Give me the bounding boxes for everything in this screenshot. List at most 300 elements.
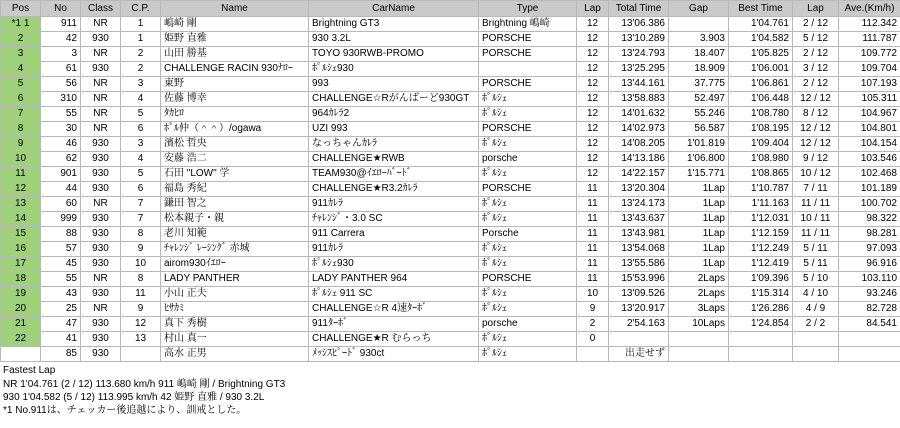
cell-type: ﾎﾟﾙｼｪ xyxy=(479,302,577,317)
cell-ave-speed: 111.787 xyxy=(839,32,900,47)
cell-total-time: 13'43.637 xyxy=(609,212,669,227)
cell-best-lap: 9 / 12 xyxy=(793,152,839,167)
cell-cp: 4 xyxy=(121,92,161,107)
cell-lap: 12 xyxy=(577,152,609,167)
cell-carname: TEAM930@ｲｴﾛｰﾊﾞｰﾄﾞ xyxy=(309,167,479,182)
cell-class: 930 xyxy=(81,62,121,77)
cell-lap: 12 xyxy=(577,32,609,47)
cell-ave-speed: 97.093 xyxy=(839,242,900,257)
cell-name: airom930ｲｴﾛｰ xyxy=(161,257,309,272)
cell-cp: 7 xyxy=(121,197,161,212)
table-row xyxy=(1,107,900,122)
table-row xyxy=(1,332,900,347)
cell-class: NR xyxy=(81,92,121,107)
cell-ave-speed: 104.801 xyxy=(839,122,900,137)
cell-pos: 9 xyxy=(1,137,41,152)
cell-total-time: 14'13.186 xyxy=(609,152,669,167)
cell-best-lap: 2 / 12 xyxy=(793,77,839,92)
cell-cp: 1 xyxy=(121,32,161,47)
cell-no: 61 xyxy=(41,62,81,77)
header-total-time: Total Time xyxy=(609,1,669,17)
cell-best-lap: 12 / 12 xyxy=(793,137,839,152)
cell-ave-speed: 112.342 xyxy=(839,17,900,32)
cell-gap xyxy=(669,17,729,32)
cell-best-lap: 10 / 11 xyxy=(793,212,839,227)
cell-pos: 16 xyxy=(1,242,41,257)
cell-best-time: 1'24.854 xyxy=(729,317,793,332)
cell-best-time: 1'08.780 xyxy=(729,107,793,122)
cell-pos: 21 xyxy=(1,317,41,332)
cell-gap: 1Lap xyxy=(669,182,729,197)
notes-section xyxy=(0,364,900,417)
cell-name: 小山 正夫 xyxy=(161,287,309,302)
cell-pos: 14 xyxy=(1,212,41,227)
cell-name: 安藤 浩二 xyxy=(161,152,309,167)
cell-lap: 12 xyxy=(577,167,609,182)
cell-cp: 4 xyxy=(121,152,161,167)
cell-cp: 1 xyxy=(121,17,161,32)
cell-type: ﾎﾟﾙｼｪ xyxy=(479,107,577,122)
cell-carname: 964ｶﾚﾗ2 xyxy=(309,107,479,122)
table-row xyxy=(1,242,900,257)
cell-name: 真下 秀樹 xyxy=(161,317,309,332)
cell-best-lap: 7 / 11 xyxy=(793,182,839,197)
cell-gap: 18.909 xyxy=(669,62,729,77)
cell-no: 57 xyxy=(41,242,81,257)
table-row xyxy=(1,77,900,92)
cell-gap: 52.497 xyxy=(669,92,729,107)
cell-pos: 2 xyxy=(1,32,41,47)
cell-class: NR xyxy=(81,77,121,92)
cell-type: ﾎﾟﾙｼｪ xyxy=(479,197,577,212)
cell-carname: LADY PANTHER 964 xyxy=(309,272,479,287)
cell-name: ﾎﾟﾙ仲（＾＾）/ogawa xyxy=(161,122,309,137)
table-row xyxy=(1,302,900,317)
cell-ave-speed: 98.322 xyxy=(839,212,900,227)
cell-ave-speed: 82.728 xyxy=(839,302,900,317)
cell-total-time xyxy=(609,332,669,347)
cell-cp: 6 xyxy=(121,182,161,197)
cell-type: ﾎﾟﾙｼｪ xyxy=(479,257,577,272)
cell-gap: 1Lap xyxy=(669,242,729,257)
cell-type: ﾎﾟﾙｼｪ xyxy=(479,287,577,302)
cell-type: PORSCHE xyxy=(479,77,577,92)
cell-carname: 911ﾀｰﾎﾞ xyxy=(309,317,479,332)
cell-name: ﾀｶﾋﾛ xyxy=(161,107,309,122)
cell-carname: 911ｶﾚﾗ xyxy=(309,242,479,257)
footnote: *1 No.911は、チェッカー後追越により、訓戒とした。 xyxy=(3,405,247,416)
header-gap: Gap xyxy=(669,1,729,17)
table-row xyxy=(1,272,900,287)
header-pos: Pos xyxy=(1,1,41,17)
cell-best-lap: 12 / 12 xyxy=(793,92,839,107)
cell-name: 老川 知範 xyxy=(161,227,309,242)
cell-name: ﾋｻｶﾐ xyxy=(161,302,309,317)
cell-best-time: 1'12.159 xyxy=(729,227,793,242)
cell-pos: 13 xyxy=(1,197,41,212)
cell-total-time: 13'55.586 xyxy=(609,257,669,272)
cell-lap: 12 xyxy=(577,122,609,137)
cell-best-time: 1'06.861 xyxy=(729,77,793,92)
cell-carname: CHALLENGE★RWB xyxy=(309,152,479,167)
cell-ave-speed xyxy=(839,347,900,362)
cell-best-lap: 2 / 2 xyxy=(793,317,839,332)
table-row xyxy=(1,347,900,362)
cell-pos: 19 xyxy=(1,287,41,302)
cell-total-time: 13'20.917 xyxy=(609,302,669,317)
cell-class: 930 xyxy=(81,167,121,182)
cell-total-time: 15'53.996 xyxy=(609,272,669,287)
cell-total-time: 13'09.526 xyxy=(609,287,669,302)
cell-no: 55 xyxy=(41,107,81,122)
table-row xyxy=(1,122,900,137)
cell-gap: 1'01.819 xyxy=(669,137,729,152)
cell-gap: 1Lap xyxy=(669,212,729,227)
cell-gap xyxy=(669,332,729,347)
cell-ave-speed: 102.468 xyxy=(839,167,900,182)
cell-lap: 9 xyxy=(577,302,609,317)
cell-no: 310 xyxy=(41,92,81,107)
cell-pos: 6 xyxy=(1,92,41,107)
cell-type: ﾎﾟﾙｼｪ xyxy=(479,212,577,227)
cell-lap xyxy=(577,347,609,362)
cell-ave-speed xyxy=(839,332,900,347)
cell-lap: 11 xyxy=(577,182,609,197)
cell-pos: 3 xyxy=(1,47,41,62)
cell-carname: CHALLENGE☆R 4速ﾀｰﾎﾞ xyxy=(309,302,479,317)
cell-cp: 5 xyxy=(121,167,161,182)
cell-carname: 993 xyxy=(309,77,479,92)
cell-class: 930 xyxy=(81,242,121,257)
table-row xyxy=(1,197,900,212)
cell-ave-speed: 109.772 xyxy=(839,47,900,62)
header-ave-speed: Ave.(Km/h) xyxy=(839,1,900,17)
table-row xyxy=(1,182,900,197)
cell-ave-speed: 109.704 xyxy=(839,62,900,77)
cell-ave-speed: 104.154 xyxy=(839,137,900,152)
cell-best-lap: 5 / 10 xyxy=(793,272,839,287)
fastest-lap-nr: NR 1'04.761 (2 / 12) 113.680 km/h 911 嶋崎 剛 / Brightning GT3 xyxy=(3,379,286,390)
cell-total-time: 13'24.173 xyxy=(609,197,669,212)
table-row xyxy=(1,227,900,242)
cell-best-lap xyxy=(793,347,839,362)
cell-name: ﾁｬﾚﾝｼﾞ ﾚｰｼﾝｸﾞ 赤城 xyxy=(161,242,309,257)
cell-gap: 3Laps xyxy=(669,302,729,317)
cell-no: 901 xyxy=(41,167,81,182)
cell-no: 55 xyxy=(41,272,81,287)
cell-type: Porsche xyxy=(479,227,577,242)
cell-no: 41 xyxy=(41,332,81,347)
cell-cp: 9 xyxy=(121,302,161,317)
cell-cp: 3 xyxy=(121,137,161,152)
cell-class: 930 xyxy=(81,287,121,302)
cell-pos: 5 xyxy=(1,77,41,92)
cell-lap: 0 xyxy=(577,332,609,347)
cell-lap: 11 xyxy=(577,197,609,212)
cell-no: 25 xyxy=(41,302,81,317)
cell-name: CHALLENGE RACIN 930ﾅﾛｰ xyxy=(161,62,309,77)
cell-best-lap: 8 / 12 xyxy=(793,107,839,122)
cell-ave-speed: 105.311 xyxy=(839,92,900,107)
cell-class: 930 xyxy=(81,332,121,347)
cell-carname: 911ｶﾚﾗ xyxy=(309,197,479,212)
cell-total-time: 14'22.157 xyxy=(609,167,669,182)
cell-best-time: 1'09.396 xyxy=(729,272,793,287)
cell-no: 47 xyxy=(41,317,81,332)
cell-best-lap: 12 / 12 xyxy=(793,122,839,137)
cell-best-time: 1'09.404 xyxy=(729,137,793,152)
cell-lap: 11 xyxy=(577,212,609,227)
cell-no: 30 xyxy=(41,122,81,137)
table-row xyxy=(1,32,900,47)
table-row xyxy=(1,167,900,182)
cell-total-time: 13'25.295 xyxy=(609,62,669,77)
cell-total-time: 13'20.304 xyxy=(609,182,669,197)
cell-no: 911 xyxy=(41,17,81,32)
cell-gap: 10Laps xyxy=(669,317,729,332)
cell-name: 福島 秀紀 xyxy=(161,182,309,197)
cell-ave-speed: 98.281 xyxy=(839,227,900,242)
cell-name: 石田 "LOW" 学 xyxy=(161,167,309,182)
cell-pos: 22 xyxy=(1,332,41,347)
cell-carname: UZI 993 xyxy=(309,122,479,137)
cell-total-time: 13'43.981 xyxy=(609,227,669,242)
cell-pos: *1 1 xyxy=(1,17,41,32)
cell-best-lap: 2 / 12 xyxy=(793,47,839,62)
cell-total-time: 13'10.289 xyxy=(609,32,669,47)
cell-type: porsche xyxy=(479,317,577,332)
cell-pos: 11 xyxy=(1,167,41,182)
cell-class: NR xyxy=(81,107,121,122)
cell-lap: 2 xyxy=(577,317,609,332)
cell-class: 930 xyxy=(81,182,121,197)
cell-gap: 2Laps xyxy=(669,287,729,302)
cell-best-time: 1'11.163 xyxy=(729,197,793,212)
cell-best-time: 1'06.448 xyxy=(729,92,793,107)
cell-best-lap xyxy=(793,332,839,347)
cell-best-lap: 4 / 10 xyxy=(793,287,839,302)
cell-type: PORSCHE xyxy=(479,32,577,47)
cell-pos: 20 xyxy=(1,302,41,317)
cell-best-lap: 2 / 12 xyxy=(793,17,839,32)
cell-cp: 8 xyxy=(121,272,161,287)
cell-total-time: 2'54.163 xyxy=(609,317,669,332)
cell-type: ﾎﾟﾙｼｪ xyxy=(479,167,577,182)
cell-carname: TOYO 930RWB-PROMO xyxy=(309,47,479,62)
cell-gap: 1Lap xyxy=(669,197,729,212)
cell-no: 62 xyxy=(41,152,81,167)
cell-gap: 1Lap xyxy=(669,227,729,242)
cell-best-time: 1'08.195 xyxy=(729,122,793,137)
cell-pos: 4 xyxy=(1,62,41,77)
cell-name: 嶋崎 剛 xyxy=(161,17,309,32)
cell-cp: 6 xyxy=(121,122,161,137)
cell-name: 山田 勝基 xyxy=(161,47,309,62)
cell-ave-speed: 101.189 xyxy=(839,182,900,197)
cell-ave-speed: 107.193 xyxy=(839,77,900,92)
cell-best-time xyxy=(729,347,793,362)
table-row xyxy=(1,317,900,332)
cell-type: ﾎﾟﾙｼｪ xyxy=(479,347,577,362)
cell-gap: 37.775 xyxy=(669,77,729,92)
cell-cp: 11 xyxy=(121,287,161,302)
cell-pos: 12 xyxy=(1,182,41,197)
cell-pos: 8 xyxy=(1,122,41,137)
cell-gap: 1Lap xyxy=(669,257,729,272)
fastest-lap-930: 930 1'04.582 (5 / 12) 113.995 km/h 42 姫野 直雅 / 930 3.2L xyxy=(3,392,265,403)
cell-name: 村山 真一 xyxy=(161,332,309,347)
cell-carname: Brightning GT3 xyxy=(309,17,479,32)
cell-pos: 18 xyxy=(1,272,41,287)
header-no: No xyxy=(41,1,81,17)
cell-class: NR xyxy=(81,302,121,317)
cell-total-time: 13'24.793 xyxy=(609,47,669,62)
cell-best-lap: 3 / 12 xyxy=(793,62,839,77)
cell-best-time: 1'26.286 xyxy=(729,302,793,317)
cell-lap: 12 xyxy=(577,62,609,77)
cell-name: 高水 正男 xyxy=(161,347,309,362)
cell-lap: 12 xyxy=(577,77,609,92)
cell-class: NR xyxy=(81,122,121,137)
cell-type: ﾎﾟﾙｼｪ xyxy=(479,332,577,347)
cell-total-time: 13'06.386 xyxy=(609,17,669,32)
cell-ave-speed: 103.546 xyxy=(839,152,900,167)
cell-ave-speed: 104.967 xyxy=(839,107,900,122)
cell-class: 930 xyxy=(81,152,121,167)
cell-cp: 2 xyxy=(121,62,161,77)
cell-no: 43 xyxy=(41,287,81,302)
cell-carname: ﾎﾟﾙｼｪ 911 SC xyxy=(309,287,479,302)
cell-best-time xyxy=(729,332,793,347)
cell-total-time: 13'58.883 xyxy=(609,92,669,107)
cell-total-time: 14'08.205 xyxy=(609,137,669,152)
header-name: Name xyxy=(161,1,309,17)
cell-class: NR xyxy=(81,197,121,212)
cell-gap: 3.903 xyxy=(669,32,729,47)
cell-carname: CHALLENGE☆Rがんばーど930GT xyxy=(309,92,479,107)
header-carname: CarName xyxy=(309,1,479,17)
cell-cp: 2 xyxy=(121,47,161,62)
cell-no: 60 xyxy=(41,197,81,212)
cell-best-time: 1'08.865 xyxy=(729,167,793,182)
cell-lap: 12 xyxy=(577,107,609,122)
cell-best-lap: 11 / 11 xyxy=(793,197,839,212)
cell-cp: 8 xyxy=(121,227,161,242)
cell-pos: 17 xyxy=(1,257,41,272)
cell-class: NR xyxy=(81,272,121,287)
cell-best-lap: 10 / 12 xyxy=(793,167,839,182)
header-best-lap: Lap xyxy=(793,1,839,17)
cell-cp: 7 xyxy=(121,212,161,227)
cell-best-time: 1'05.825 xyxy=(729,47,793,62)
cell-cp: 5 xyxy=(121,107,161,122)
cell-best-lap: 5 / 12 xyxy=(793,32,839,47)
cell-no: 46 xyxy=(41,137,81,152)
cell-no: 999 xyxy=(41,212,81,227)
cell-best-time: 1'04.761 xyxy=(729,17,793,32)
table-row xyxy=(1,212,900,227)
cell-pos: 7 xyxy=(1,107,41,122)
table-row xyxy=(1,62,900,77)
cell-total-time: 14'02.973 xyxy=(609,122,669,137)
header-type: Type xyxy=(479,1,577,17)
cell-lap: 10 xyxy=(577,287,609,302)
table-row xyxy=(1,152,900,167)
cell-type: PORSCHE xyxy=(479,272,577,287)
cell-class: NR xyxy=(81,47,121,62)
cell-class: 930 xyxy=(81,257,121,272)
cell-best-time: 1'04.582 xyxy=(729,32,793,47)
cell-pos: 10 xyxy=(1,152,41,167)
cell-type: PORSCHE xyxy=(479,182,577,197)
cell-no: 3 xyxy=(41,47,81,62)
cell-name: LADY PANTHER xyxy=(161,272,309,287)
header-class: Class xyxy=(81,1,121,17)
table-row xyxy=(1,17,900,32)
cell-type: ﾎﾟﾙｼｪ xyxy=(479,242,577,257)
cell-type: Brightning 嶋崎 xyxy=(479,17,577,32)
cell-total-time: 14'01.632 xyxy=(609,107,669,122)
cell-gap: 56.587 xyxy=(669,122,729,137)
cell-lap: 12 xyxy=(577,17,609,32)
cell-pos: 15 xyxy=(1,227,41,242)
cell-cp xyxy=(121,347,161,362)
cell-best-time: 1'08.980 xyxy=(729,152,793,167)
cell-no: 56 xyxy=(41,77,81,92)
cell-class: 930 xyxy=(81,32,121,47)
cell-gap: 55.246 xyxy=(669,107,729,122)
cell-carname: ﾁｬﾚﾝｼﾞ・3.0 SC xyxy=(309,212,479,227)
cell-lap: 12 xyxy=(577,137,609,152)
table-row xyxy=(1,47,900,62)
cell-total-time: 13'54.068 xyxy=(609,242,669,257)
cell-no: 88 xyxy=(41,227,81,242)
cell-ave-speed: 93.246 xyxy=(839,287,900,302)
cell-type: porsche xyxy=(479,152,577,167)
cell-best-lap: 4 / 9 xyxy=(793,302,839,317)
cell-no: 44 xyxy=(41,182,81,197)
cell-carname: 911 Carrera xyxy=(309,227,479,242)
header-cp: C.P. xyxy=(121,1,161,17)
cell-name: 姫野 直雅 xyxy=(161,32,309,47)
cell-type: PORSCHE xyxy=(479,47,577,62)
cell-ave-speed: 84.541 xyxy=(839,317,900,332)
cell-name: 佐藤 博幸 xyxy=(161,92,309,107)
cell-ave-speed: 103.110 xyxy=(839,272,900,287)
table-row xyxy=(1,137,900,152)
cell-name: 濱松 哲央 xyxy=(161,137,309,152)
table-row xyxy=(1,257,900,272)
cell-class: 930 xyxy=(81,227,121,242)
results-body xyxy=(1,17,900,362)
cell-type: ﾎﾟﾙｼｪ xyxy=(479,92,577,107)
cell-class: 930 xyxy=(81,137,121,152)
cell-carname: CHALLENGE★R3.2ｶﾚﾗ xyxy=(309,182,479,197)
cell-type xyxy=(479,62,577,77)
cell-class: 930 xyxy=(81,212,121,227)
cell-carname: ﾒｯｼｽﾋﾟｰﾄﾞ 930ct xyxy=(309,347,479,362)
cell-carname: 930 3.2L xyxy=(309,32,479,47)
cell-lap: 11 xyxy=(577,242,609,257)
cell-lap: 11 xyxy=(577,227,609,242)
cell-best-lap: 5 / 11 xyxy=(793,242,839,257)
cell-gap: 2Laps xyxy=(669,272,729,287)
cell-best-time: 1'12.249 xyxy=(729,242,793,257)
cell-total-time: 13'44.161 xyxy=(609,77,669,92)
cell-total-time: 出走せず xyxy=(609,347,669,362)
header-lap: Lap xyxy=(577,1,609,17)
header-best-time: Best Time xyxy=(729,1,793,17)
